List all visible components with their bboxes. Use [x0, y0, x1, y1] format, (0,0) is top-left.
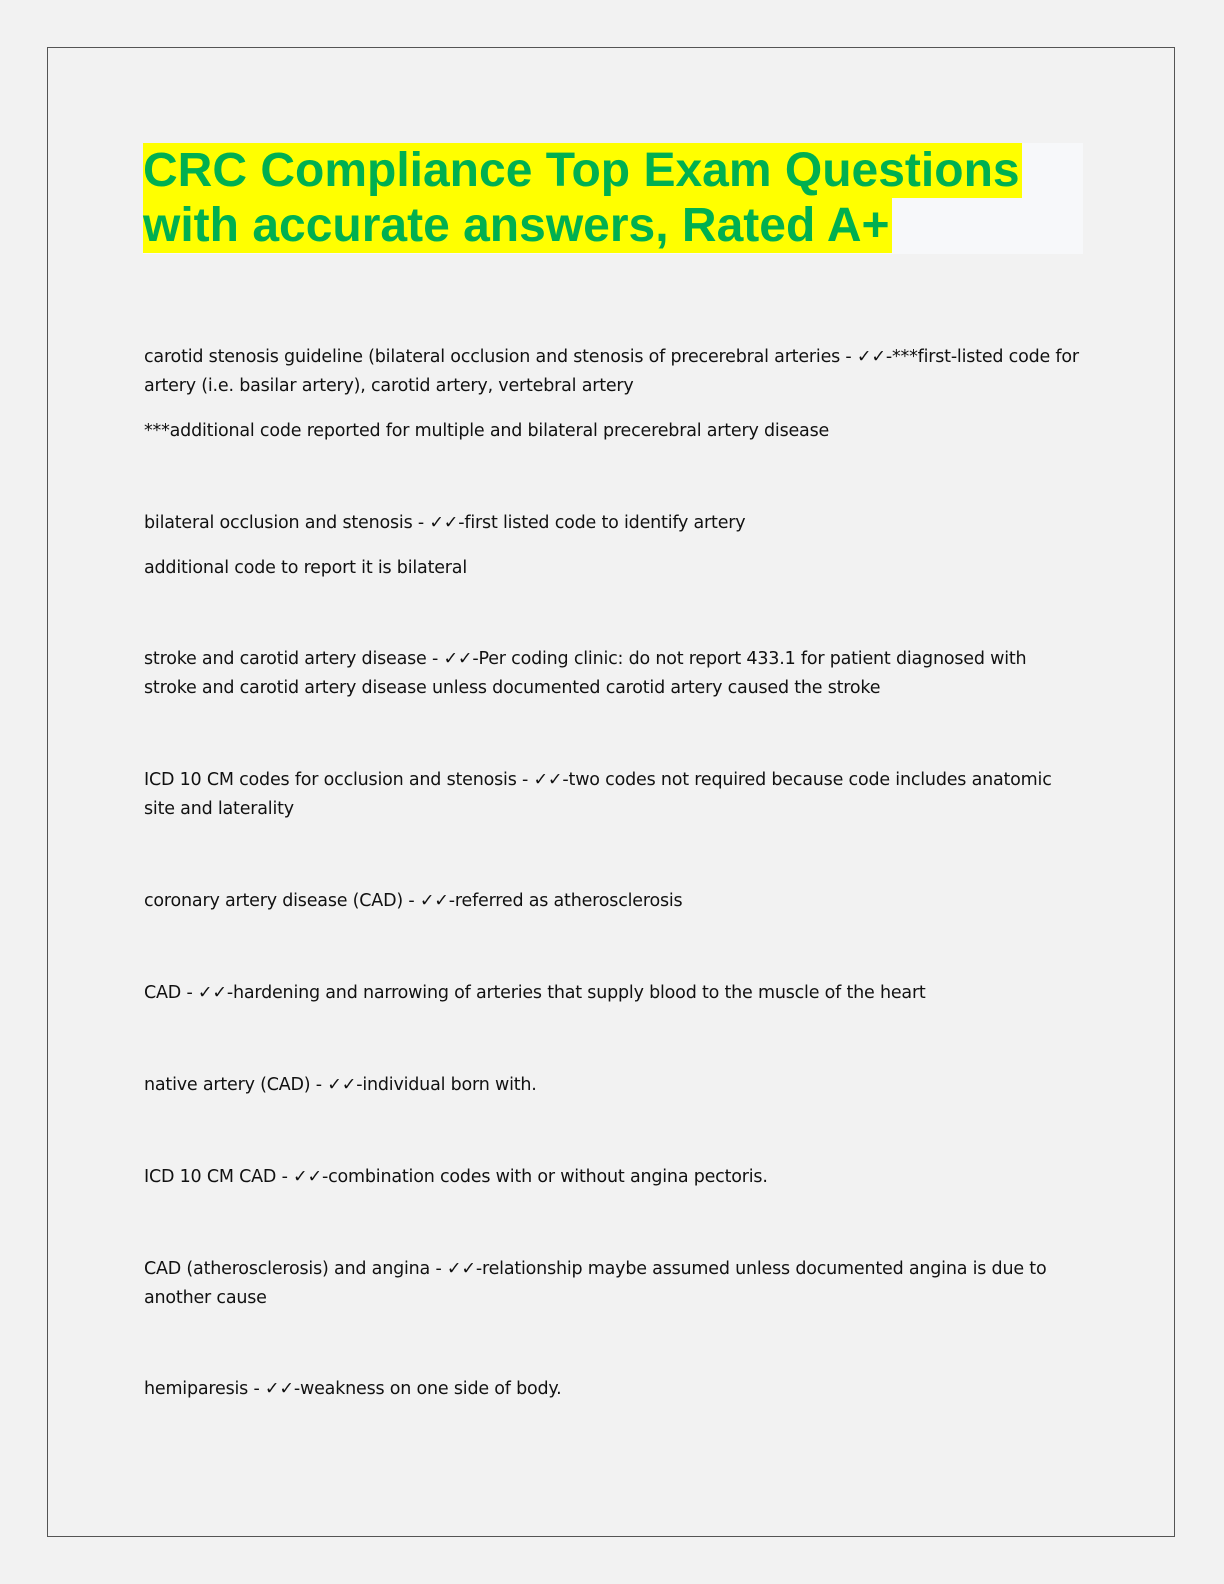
double-check-icon: ✓✓	[856, 347, 886, 367]
title-line-2: with accurate answers, Rated A+	[143, 199, 890, 252]
qa-term: CAD	[144, 983, 182, 1003]
qa-term: stroke and carotid artery disease	[144, 649, 427, 669]
qa-term: hemiparesis	[144, 1379, 249, 1399]
qa-term: native artery (CAD)	[144, 1075, 311, 1095]
qa-term: bilateral occlusion and stenosis	[144, 513, 413, 533]
qa-line: ICD 10 CM codes for occlusion and stenosis - ✓✓-two codes not required because code includes anatomic site and laterality	[144, 770, 1052, 819]
qa-item-cad	[144, 979, 1084, 1008]
qa-item-hemiparesis	[144, 1375, 1084, 1404]
qa-answer: ***first-listed code for artery (i.e. basilar artery), carotid artery, vertebral artery	[144, 347, 1079, 396]
qa-line: stroke and carotid artery disease - ✓✓-Per coding clinic: do not report 433.1 for patient diagnosed with stroke and carotid artery disease unless documented carotid artery caused the stroke	[144, 649, 1027, 698]
double-check-icon: ✓✓	[443, 649, 473, 669]
qa-line: bilateral occlusion and stenosis - ✓✓-first listed code to identify artery	[144, 513, 746, 533]
document-title	[143, 143, 1083, 254]
qa-answer: individual born with.	[362, 1075, 537, 1095]
qa-line: CAD - ✓✓-hardening and narrowing of arteries that supply blood to the muscle of the heart	[144, 983, 926, 1003]
double-check-icon: ✓✓	[293, 1167, 322, 1187]
qa-answer: weakness on one side of body.	[299, 1379, 562, 1399]
double-check-icon: ✓✓	[264, 1379, 294, 1399]
qa-term: ICD 10 CM codes for occlusion and stenosis	[144, 770, 517, 790]
qa-term: coronary artery disease (CAD)	[144, 891, 403, 911]
qa-item-bilateral-occlusion	[144, 509, 1084, 583]
qa-line: hemiparesis - ✓✓-weakness on one side of body.	[144, 1379, 562, 1399]
qa-term: CAD (atherosclerosis) and angina	[144, 1259, 431, 1279]
qa-answer: referred as atherosclerosis	[454, 891, 683, 911]
double-check-icon: ✓✓	[327, 1075, 357, 1095]
qa-extra: additional code to report it is bilateral	[144, 558, 467, 578]
qa-answer: combination codes with or without angina pectoris.	[328, 1167, 768, 1187]
qa-item-stroke-carotid	[144, 645, 1084, 703]
double-check-icon: ✓✓	[419, 891, 449, 911]
qa-answer: two codes not required because code includes anatomic site and laterality	[144, 770, 1052, 819]
double-check-icon: ✓✓	[197, 983, 227, 1003]
qa-line: carotid stenosis guideline (bilateral occlusion and stenosis of precerebral arteries - ✓✓-***first-listed code for artery (i.e. basilar artery), carotid artery, vertebral artery	[144, 347, 1079, 396]
qa-item-coronary-artery-disease	[144, 887, 1084, 916]
qa-line: ICD 10 CM CAD - ✓✓-combination codes with or without angina pectoris.	[144, 1167, 768, 1187]
qa-extra: ***additional code reported for multiple and bilateral precerebral artery disease	[144, 421, 830, 441]
qa-answer: relationship maybe assumed unless documented angina is due to another cause	[144, 1259, 1047, 1308]
qa-answer: first listed code to identify artery	[464, 513, 746, 533]
qa-item-icd10-cad	[144, 1163, 1084, 1192]
qa-line: CAD (atherosclerosis) and angina - ✓✓-relationship maybe assumed unless documented angina is due to another cause	[144, 1259, 1047, 1308]
qa-answer: hardening and narrowing of arteries that supply blood to the muscle of the heart	[232, 983, 926, 1003]
qa-item-cad-angina	[144, 1255, 1084, 1313]
title-line-1: CRC Compliance Top Exam Questions	[143, 144, 1020, 197]
double-check-icon: ✓✓	[429, 513, 459, 533]
qa-item-carotid-stenosis-guideline	[144, 343, 1084, 446]
qa-term: carotid stenosis guideline (bilateral occlusion and stenosis of precerebral arteries	[144, 347, 841, 367]
double-check-icon: ✓✓	[533, 770, 563, 790]
qa-line: native artery (CAD) - ✓✓-individual born with.	[144, 1075, 537, 1095]
qa-answer: Per coding clinic: do not report 433.1 for patient diagnosed with stroke and carotid artery disease unless documented carotid artery caused the stroke	[144, 649, 1027, 698]
qa-item-native-artery	[144, 1071, 1084, 1100]
qa-term: ICD 10 CM CAD	[144, 1167, 277, 1187]
double-check-icon: ✓✓	[446, 1259, 476, 1279]
qa-line: coronary artery disease (CAD) - ✓✓-referred as atherosclerosis	[144, 891, 683, 911]
qa-item-icd10-occlusion	[144, 766, 1084, 824]
